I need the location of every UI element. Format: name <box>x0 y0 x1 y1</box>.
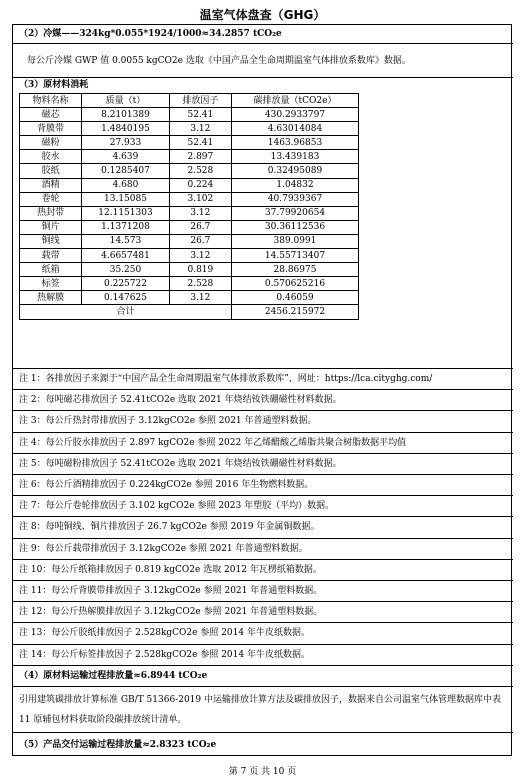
factor-cell: 26.7 <box>169 234 231 248</box>
material-name-cell: 卷轮 <box>20 192 82 206</box>
section-2-note: 每公斤冷媒 GWP 值 0.0055 kgCO2e 选取《中国产品全生命周期温室气体排放系数库》数据。 <box>13 43 513 77</box>
mass-cell: 1.1371208 <box>82 220 170 234</box>
mass-cell: 4.639 <box>82 150 170 164</box>
table-row <box>20 192 359 206</box>
section-4-title: （4）原材料运输过程排放量≈6.8944 tCO₂e <box>13 665 513 686</box>
mass-cell: 4.680 <box>82 178 170 192</box>
factor-cell: 52.41 <box>169 108 231 122</box>
note-item: 注 3：每公斤热封带排放因子 3.12kgCO2e 参照 2021 年普通塑料数据。 <box>13 410 513 431</box>
note-item: 注 4：每公斤胶水排放因子 2.897 kgCO2e 参照 2022 年乙烯醋酸乙烯脂共聚合树脂数据平均值 <box>13 432 513 453</box>
page-number: 第 7 页 共 10 页 <box>228 767 297 777</box>
mass-cell: 8.2101389 <box>82 108 170 122</box>
mass-cell: 0.225722 <box>82 277 170 291</box>
note-item: 注 10：每公斤纸箱排放因子 0.819 kgCO2e 选取 2012 年瓦楞纸箱数据。 <box>13 559 513 580</box>
section-3-title: （3）原材料消耗 <box>13 77 513 91</box>
total-value: 2456.215972 <box>231 305 358 319</box>
note-item: 注 13：每公斤胶纸排放因子 2.528kgCO2e 参照 2014 年牛皮纸数据。 <box>13 622 513 643</box>
col-header-factor: 排放因子 <box>169 94 231 108</box>
factor-cell: 26.7 <box>169 220 231 234</box>
material-name-cell: 胶水 <box>20 150 82 164</box>
material-name-cell: 背膜带 <box>20 122 82 136</box>
material-name-cell: 热解膜 <box>20 291 82 305</box>
note-item: 注 5：每吨磁粉排放因子 52.41tCO2e 选取 2021 年烧结钕铁硼磁性材料数据。 <box>13 453 513 474</box>
note-item: 注 14：每公斤标签排放因子 2.528kgCO2e 参照 2014 年牛皮纸数据。 <box>13 644 513 665</box>
factor-cell: 52.41 <box>169 136 231 150</box>
table-header-row <box>20 94 359 108</box>
table-row <box>20 220 359 234</box>
emission-cell: 430.2933797 <box>231 108 358 122</box>
emission-cell: 1.04832 <box>231 178 358 192</box>
mass-cell: 0.147625 <box>82 291 170 305</box>
emission-cell: 0.570625216 <box>231 277 358 291</box>
material-name-cell: 磁粉 <box>20 136 82 150</box>
mass-cell: 0.1285407 <box>82 164 170 178</box>
emission-cell: 1463.96853 <box>231 136 358 150</box>
table-row <box>20 178 359 192</box>
emission-cell: 4.63014084 <box>231 122 358 136</box>
col-header-material: 物料名称 <box>20 94 82 108</box>
page-title: 温室气体盘查（GHG） <box>199 8 326 22</box>
section-5-title: （5）产品交付运输过程排放量≈2.8323 tCO₂e <box>13 732 513 757</box>
material-name-cell: 热封带 <box>20 206 82 220</box>
mass-cell: 27.933 <box>82 136 170 150</box>
factor-cell: 3.12 <box>169 291 231 305</box>
table-row <box>20 122 359 136</box>
note-item: 注 6：每公斤酒精排放因子 0.224kgCO2e 参照 2016 年生物燃料数据。 <box>13 474 513 495</box>
note-item: 注 11：每公斤背膜带排放因子 3.12kgCO2e 参照 2021 年普通塑料数据。 <box>13 580 513 601</box>
section-4-body: 引用建筑碳排放计算标准 GB/T 51366-2019 中运输排放计算方法及碳排放因子，数据来自公司温室气体管理数据库中表 11 原辅包材料获取阶段碳排放统计清单。 <box>13 686 513 732</box>
emission-cell: 389.0991 <box>231 234 358 248</box>
col-header-emission: 碳排放量（tCO2e） <box>231 94 358 108</box>
factor-cell: 0.819 <box>169 263 231 277</box>
emission-cell: 14.55713407 <box>231 249 358 263</box>
emission-cell: 13.439183 <box>231 150 358 164</box>
table-row <box>20 164 359 178</box>
note-item: 注 9：每公斤载带排放因子 3.12kgCO2e 参照 2021 年普通塑料数据。 <box>13 538 513 559</box>
factor-cell: 2.528 <box>169 277 231 291</box>
table-row <box>20 206 359 220</box>
emission-cell: 30.36112536 <box>231 220 358 234</box>
table-row <box>20 249 359 263</box>
col-header-mass: 质量（t） <box>82 94 170 108</box>
note-item: 注 12：每公斤热解膜排放因子 3.12kgCO2e 参照 2021 年普通塑料数据。 <box>13 601 513 622</box>
mass-cell: 1.4840195 <box>82 122 170 136</box>
material-name-cell: 载带 <box>20 249 82 263</box>
factor-cell: 0.224 <box>169 178 231 192</box>
mass-cell: 4.6657481 <box>82 249 170 263</box>
table-row <box>20 150 359 164</box>
emission-cell: 28.86975 <box>231 263 358 277</box>
material-name-cell: 铜片 <box>20 220 82 234</box>
table-total-row <box>20 305 359 319</box>
mass-cell: 14.573 <box>82 234 170 248</box>
factor-cell: 2.897 <box>169 150 231 164</box>
emission-cell: 0.32495089 <box>231 164 358 178</box>
note-item: 注 7：每公斤卷轮排放因子 3.102 kgCO2e 参照 2023 年塑胶（平均）数据。 <box>13 495 513 516</box>
document-frame <box>12 24 512 756</box>
mass-cell: 12.1151303 <box>82 206 170 220</box>
factor-cell: 3.12 <box>169 122 231 136</box>
material-name-cell: 磁芯 <box>20 108 82 122</box>
section-2-title: （2）冷媒——324kg*0.055*1924/1000≈34.2857 tCO₂e <box>19 29 282 39</box>
material-name-cell: 标签 <box>20 277 82 291</box>
factor-cell: 3.12 <box>169 206 231 220</box>
note-item: 注 2：每吨磁芯排放因子 52.41tCO2e 选取 2021 年烧结钕铁硼磁性材料数据。 <box>13 389 513 410</box>
table-row <box>20 234 359 248</box>
table-row <box>20 291 359 305</box>
material-name-cell: 酒精 <box>20 178 82 192</box>
emission-cell: 37.79920654 <box>231 206 358 220</box>
mass-cell: 13.15085 <box>82 192 170 206</box>
material-name-cell: 铜线 <box>20 234 82 248</box>
table-row <box>20 108 359 122</box>
material-name-cell: 胶纸 <box>20 164 82 178</box>
emission-cell: 0.46059 <box>231 291 358 305</box>
materials-table <box>19 93 359 320</box>
table-row <box>20 263 359 277</box>
factor-cell: 3.102 <box>169 192 231 206</box>
note-item: 注 8：每吨铜线、铜片排放因子 26.7 kgCO2e 参照 2019 年金属铜数据。 <box>13 516 513 537</box>
note-item: 注 1：各排放因子来源于“中国产品全生命周期温室气体排放系数库”，网址：https://lca.cityghg.com/ <box>13 368 513 389</box>
total-label: 合计 <box>20 305 232 319</box>
factor-cell: 2.528 <box>169 164 231 178</box>
table-row <box>20 277 359 291</box>
material-name-cell: 纸箱 <box>20 263 82 277</box>
table-row <box>20 136 359 150</box>
factor-cell: 3.12 <box>169 249 231 263</box>
emission-cell: 40.7939367 <box>231 192 358 206</box>
mass-cell: 35.250 <box>82 263 170 277</box>
